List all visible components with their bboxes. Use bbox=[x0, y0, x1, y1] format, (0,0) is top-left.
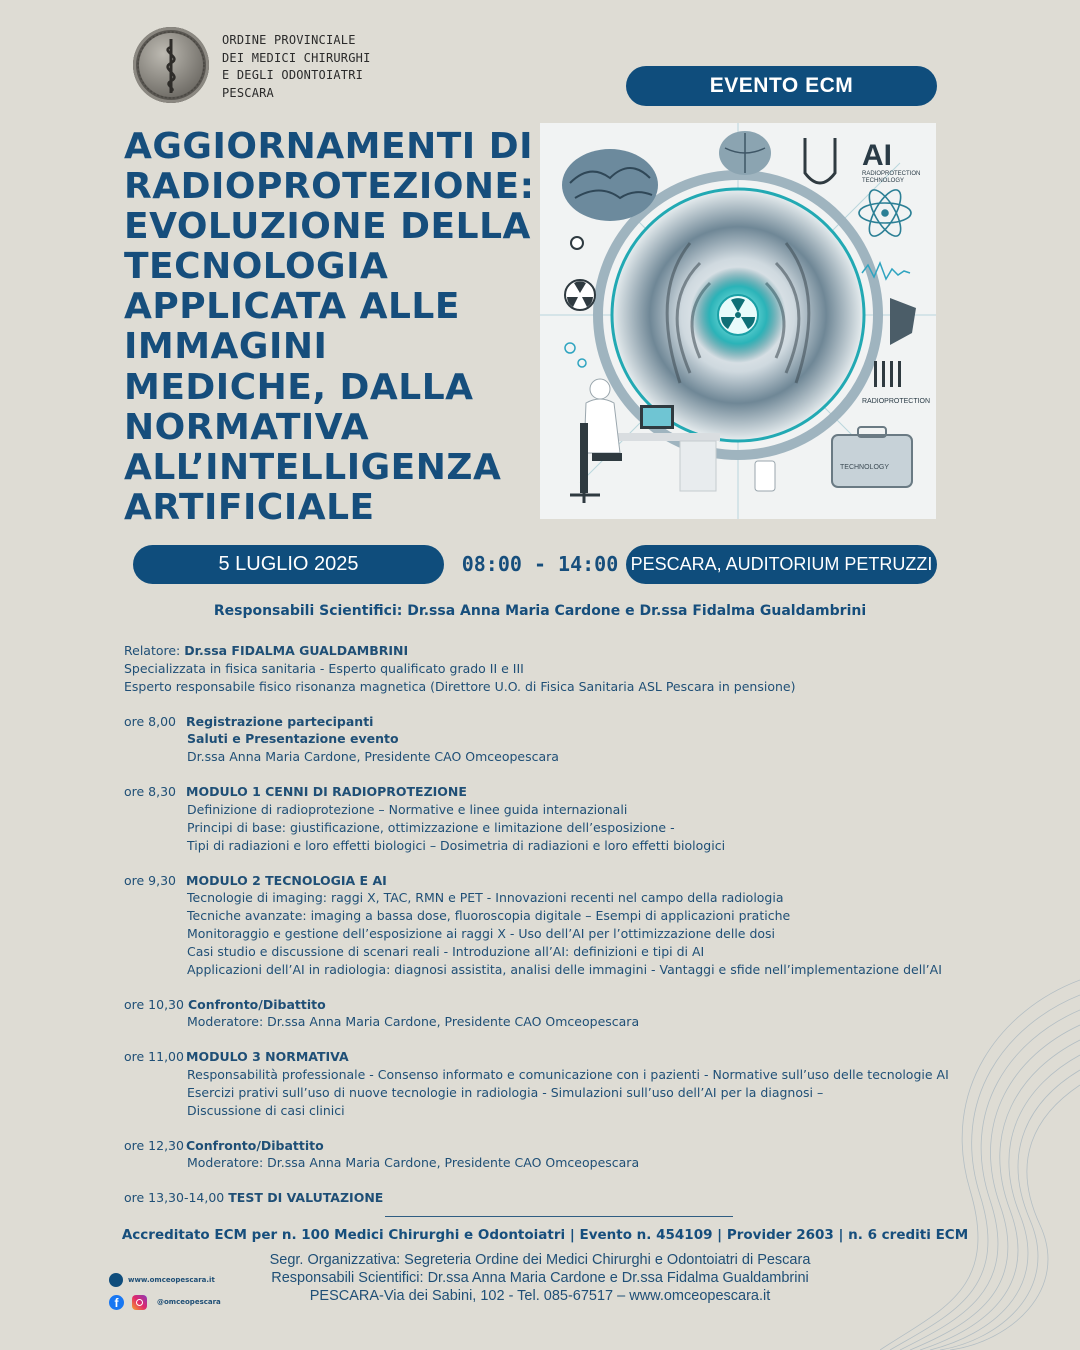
event-title: AGGIORNAMENTI DI RADIOPROTEZIONE: EVOLUZIONE DELLA TECNOLOGIA APPLICATA ALLE IMMAGINI MEDICHE, DALLA NORMATIVA ALL’INTELLIGENZA ARTIFICIALE bbox=[124, 126, 535, 528]
radiation-sign-icon bbox=[565, 280, 595, 310]
svg-text:RADIOPROTECTION: RADIOPROTECTION bbox=[862, 398, 931, 405]
event-place-pill: PESCARA, AUDITORIUM PETRUZZI bbox=[626, 545, 937, 584]
program-item: ore 11,00 MODULO 3 NORMATIVA bbox=[124, 1049, 349, 1065]
event-time: 08:00 - 14:00 bbox=[461, 552, 619, 576]
small-brain-icon bbox=[719, 131, 771, 175]
device-icon bbox=[755, 461, 775, 491]
program-item: ore 9,30 MODULO 2 TECNOLOGIA E AI bbox=[124, 872, 387, 888]
technology-case-icon bbox=[832, 427, 912, 487]
divider bbox=[385, 1216, 733, 1217]
globe-icon bbox=[109, 1273, 123, 1287]
program-item: ore 13,30-14,00 TEST DI VALUTAZIONE bbox=[124, 1190, 384, 1206]
event-date-pill: 5 LUGLIO 2025 bbox=[133, 545, 444, 584]
svg-text:TECHNOLOGY: TECHNOLOGY bbox=[840, 464, 890, 471]
program-item: ore 8,00 Registrazione partecipanti bbox=[124, 713, 374, 729]
relatore-line: Relatore: Dr.ssa FIDALMA GUALDAMBRINI bbox=[124, 643, 409, 658]
scientific-managers: Responsabili Scientifici: Dr.ssa Anna Maria Cardone e Dr.ssa Fidalma Gualdambrini bbox=[213, 603, 867, 619]
gauge-icon bbox=[571, 237, 583, 249]
program-item: ore 8,30 MODULO 1 CENNI DI RADIOPROTEZIONE bbox=[124, 784, 467, 800]
svg-text:RADIOPROTECTION: RADIOPROTECTION bbox=[862, 171, 921, 177]
website-link[interactable]: www.omceopescara.it bbox=[128, 1276, 215, 1284]
facebook-icon[interactable]: f bbox=[109, 1295, 124, 1310]
evento-ecm-badge: EVENTO ECM bbox=[626, 66, 937, 106]
program: Relatore: Dr.ssa FIDALMA GUALDAMBRINI Specializzata in fisica sanitaria - Esperto qualificato grado II e III Esperto responsabile fisico risonanza magnetica (Direttore U.O. di Fisica Sanitaria ASL Pescara in pensione) ore 8,00 Registrazione partecipanti Saluti e Presentazione evento Dr.ssa Anna Maria Cardone, Presidente CAO Omceopescara ore 8,30 MODULO 1 CENNI DI RADIOPROTEZIONE Definizione di radioprotezione – Normative e linee guida internazionali Principi di base: giustificazione, ottimizzazione e limitazione dell’esposizione - Tipi di radiazioni e loro effetti biologici – Dosimetria di radiazioni e loro effetti biologici ore 9,30 MODULO 2 TECNOLOGIA E AI Tecnologie di imaging: raggi X, TAC, RMN e PET - Innovazioni recenti nel campo della radiologia Tecniche avanzate: imaging a bassa dose, fluoroscopia digitale – Esempi di applicazioni pratiche Monitoraggio e gestione dell’esposizione ai raggi X - Uso dell’AI per l’ottimizzazione delle dosi Casi studio e discussione di scenari reali - Introduzione all’AI: definizioni e tipi di AI Applicazioni dell’AI in radiologia: diagnosi assistita, analisi delle immagini - Vantaggi e sfide nell’implementazione dell’AI ore 10,30 Confronto/Dibattito Moderatore: Dr.ssa Anna Maria Cardone, Presidente CAO Omceopescara ore 11,00 MODULO 3 NORMATIVA Responsabilità professionale - Consenso informato e comunicazione con i pazienti - Normative sull’uso delle tecnologie AI Esercizi prativi sull’uso di nuove tecnologie in radiologia - Simulazioni sull’uso dell’AI per la diagnosi – Discussione di casi clinici ore 12,30 Confronto/Dibattito Moderatore: Dr.ssa Anna Maria Cardone, Presidente CAO Omceopescara ore 13,30-14,00 TEST DI VALUTAZIONE bbox=[124, 643, 949, 1206]
ai-text: AI bbox=[862, 139, 892, 172]
program-item: ore 12,30 Confronto/Dibattito bbox=[124, 1137, 324, 1153]
organization-name: ORDINE PROVINCIALE DEI MEDICI CHIRURGHI E DEGLI ODONTOIATRI PESCARA bbox=[222, 33, 371, 100]
svg-text:TECHNOLOGY: TECHNOLOGY bbox=[862, 178, 905, 184]
footer: Segr. Organizzativa: Segreteria Ordine dei Medici Chirurghi e Odontoiatri di Pescara Responsabili Scientifici: Dr.ssa Anna Maria Cardone e Dr.ssa Fidalma Gualdambrini PESCARA-Via dei Sabini, 102 - Tel. 085-67517 – www.omceopescara.it bbox=[269, 1252, 811, 1304]
accreditation-line: Accreditato ECM per n. 100 Medici Chirurghi e Odontoiatri | Evento n. 454109 | Provider 2603 | n. 6 crediti ECM bbox=[121, 1227, 969, 1243]
brain-icon bbox=[562, 149, 658, 221]
radiation-icon bbox=[718, 295, 758, 335]
hero-illustration bbox=[540, 123, 936, 519]
instagram-icon[interactable] bbox=[132, 1295, 147, 1310]
order-seal-logo bbox=[133, 27, 209, 103]
decorative-waves bbox=[880, 970, 1080, 1350]
program-item: ore 10,30 Confronto/Dibattito bbox=[124, 996, 326, 1012]
social-links bbox=[109, 1272, 221, 1316]
social-handle: @omceopescara bbox=[157, 1298, 221, 1306]
